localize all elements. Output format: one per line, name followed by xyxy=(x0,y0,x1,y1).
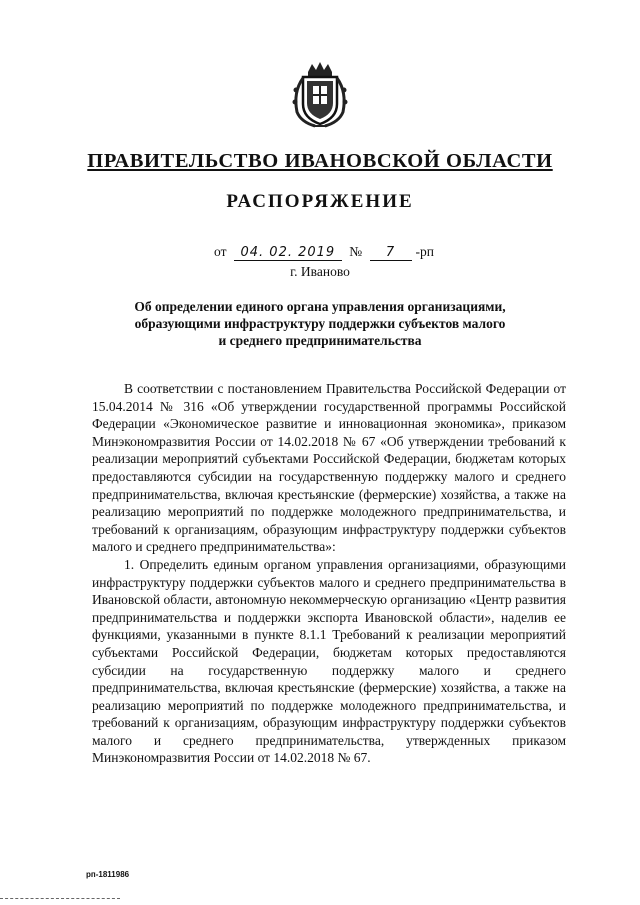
preamble-paragraph: В соответствии с постановлением Правительства Российской Федерации от 15.04.2014 № 316 «Об утверждении государственной программы Российской Федерации «Экономическое развитие и инновационная экономика», приказом Минэкономразвития России от 14.02.2018 № 67 «Об утверждении требований к реализации мероприятий субъектами Российской Федерации, бюджетам которых предоставляются субсидии на государственную поддержку малого и среднего предпринимательства, включая крестьянские (фермерские) хозяйства, а также на реализацию мероприятий по поддержке молодежного предпринимательства, и требований к организациям, образующим инфраструктуру поддержки субъектов малого и среднего предпринимательства»: xyxy=(92,381,566,555)
coat-of-arms-icon xyxy=(291,62,349,128)
number-label: № xyxy=(349,244,363,259)
handwritten-number: 7 xyxy=(370,246,412,261)
date-prefix: от xyxy=(214,244,227,259)
document-body xyxy=(92,380,566,767)
item-1-paragraph: 1. Определить единым органом управления организациями, образующими инфраструктуру поддержки субъектов малого и среднего предпринимательства в Ивановской области, автономную некоммерческую организацию «Центр развития предпринимательства и поддержки экспорта Ивановской области», наделив ее функциями, указанными в пункте 8.1.1 Требований к реализации мероприятий субъектами Российской Федерации, бюджетам которых предоставляются субсидии на государственную поддержку малого и среднего предпринимательства, включая крестьянские (фермерские) хозяйства, а также на реализацию мероприятий по поддержке молодежного предпринимательства, и требований к организациям, образующим инфраструктуру поддержки субъектов малого и среднего предпринимательства, утвержденных приказом Минэкономразвития России от 14.02.2018 № 67. xyxy=(92,556,566,766)
city: г. Иваново xyxy=(290,264,350,279)
subject-line: и среднего предпринимательства xyxy=(218,333,422,348)
subject-line: Об определении единого органа управления организациями, xyxy=(134,299,506,314)
page-edge-divider xyxy=(0,898,120,901)
document-type: РАСПОРЯЖЕНИЕ xyxy=(226,191,414,212)
date-number-line xyxy=(214,244,474,261)
subject-line: образующими инфраструктуру поддержки субъектов малого xyxy=(134,316,506,331)
document-subject xyxy=(100,298,540,349)
government-title: ПРАВИТЕЛЬСТВО ИВАНОВСКОЙ ОБЛАСТИ xyxy=(87,150,553,172)
handwritten-date: 04. 02. 2019 xyxy=(234,246,342,261)
number-suffix: -рп xyxy=(415,244,434,259)
footer-document-code: рп-1811986 xyxy=(86,870,130,879)
